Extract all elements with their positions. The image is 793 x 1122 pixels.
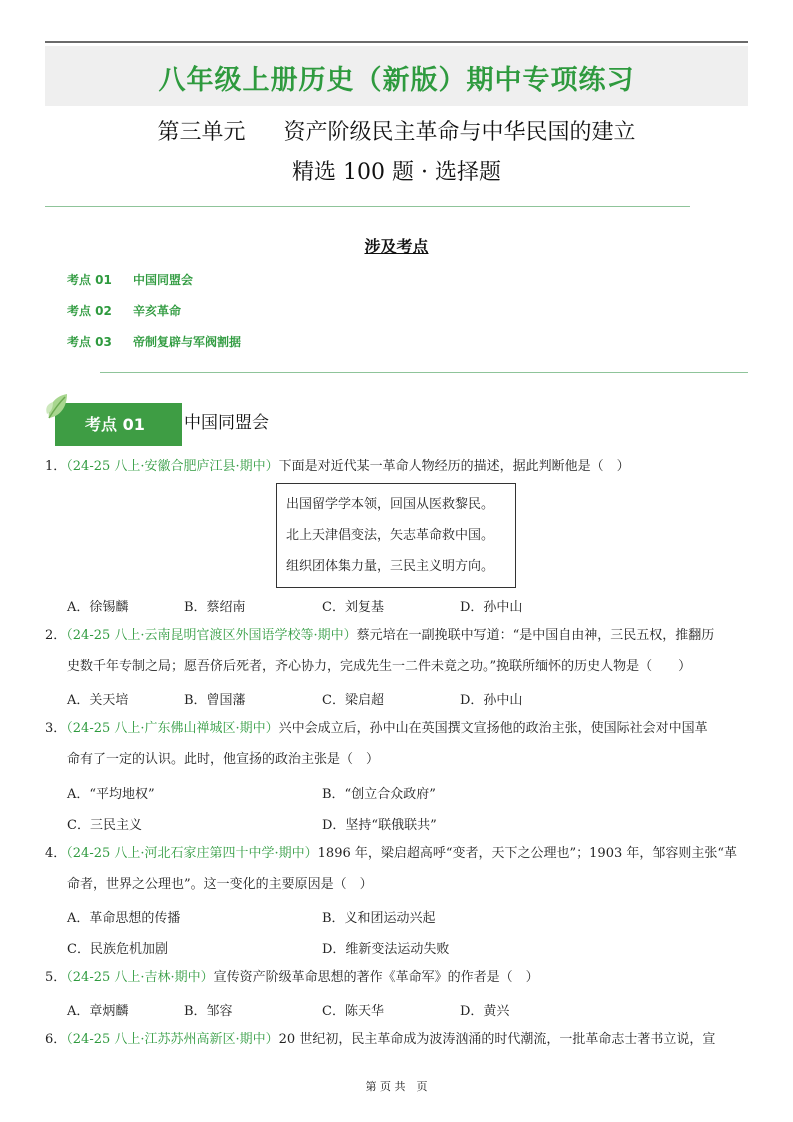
question-source: （24-25 八上·云南昆明官渡区外国语学校等·期中） bbox=[66, 628, 357, 643]
option[interactable]: B．邹容 bbox=[184, 1004, 233, 1019]
option[interactable]: A．章炳麟 bbox=[67, 1004, 129, 1019]
option[interactable]: B．“创立合众政府” bbox=[322, 787, 436, 802]
unit-label: 第三单元 bbox=[157, 120, 246, 145]
option[interactable]: A．革命思想的传播 bbox=[67, 911, 181, 926]
option[interactable]: C．陈天华 bbox=[322, 1004, 384, 1019]
subtitle: 精选 100 题 · 选择题 bbox=[292, 160, 501, 185]
leaf-icon bbox=[45, 392, 71, 422]
kaodian-heading: 涉及考点 bbox=[364, 237, 429, 256]
kaodian-name: 帝制复辟与军阀割据 bbox=[133, 335, 242, 349]
kaodian-item[interactable] bbox=[67, 333, 241, 350]
question-number: 3． bbox=[45, 721, 67, 736]
question-stem: 下面是对近代某一革命人物经历的描述，据此判断他是（ ） bbox=[278, 459, 630, 474]
top-rule bbox=[45, 41, 748, 43]
option[interactable]: C．梁启超 bbox=[322, 693, 384, 708]
kaodian-item[interactable] bbox=[67, 271, 193, 288]
kaodian-name: 辛亥革命 bbox=[133, 304, 182, 318]
question-stem-cont: 命有了一定的认识。此时，他宣扬的政治主张是（ ） bbox=[67, 752, 380, 767]
kaodian-num: 考点 03 bbox=[67, 335, 112, 349]
question-number: 2． bbox=[45, 628, 67, 643]
question-source: （24-25 八上·安徽合肥庐江县·期中） bbox=[66, 459, 279, 474]
option[interactable]: D．孙中山 bbox=[460, 693, 523, 708]
question-1 bbox=[45, 451, 751, 482]
question-number: 6． bbox=[45, 1032, 67, 1047]
question-6 bbox=[45, 1024, 751, 1055]
page-footer: 第 页 共 页 bbox=[365, 1080, 428, 1093]
kaodian-num: 考点 02 bbox=[67, 304, 112, 318]
option[interactable]: B．蔡绍南 bbox=[184, 600, 246, 615]
question-4 bbox=[45, 838, 751, 900]
question-source: （24-25 八上·吉林·期中） bbox=[66, 970, 214, 985]
question-source: （24-25 八上·江苏苏州高新区·期中） bbox=[66, 1032, 279, 1047]
question-stem: 宣传资产阶级革命思想的著作《革命军》的作者是（ ） bbox=[213, 970, 539, 985]
section-tab: 考点 01 bbox=[55, 403, 182, 446]
question-number: 4． bbox=[45, 846, 67, 861]
question-number: 5． bbox=[45, 970, 67, 985]
question-2 bbox=[45, 620, 751, 682]
option[interactable]: D．维新变法运动失败 bbox=[322, 942, 450, 957]
kaodian-name: 中国同盟会 bbox=[133, 273, 194, 287]
section-title: 中国同盟会 bbox=[184, 413, 269, 433]
quote-line: 北上天津倡变法，矢志革命救中国。 bbox=[286, 528, 495, 543]
quote-line: 组织团体集力量，三民主义明方向。 bbox=[286, 559, 495, 574]
option[interactable]: B．曾国藩 bbox=[184, 693, 246, 708]
option[interactable]: B．义和团运动兴起 bbox=[322, 911, 436, 926]
option[interactable]: A．“平均地权” bbox=[67, 787, 155, 802]
divider bbox=[45, 206, 690, 207]
question-stem: 1896 年，梁启超高呼“变者，天下之公理也”；1903 年，邹容则主张“革 bbox=[317, 846, 738, 861]
option[interactable]: D．黄兴 bbox=[460, 1004, 510, 1019]
question-stem-cont: 史数千年专制之局；愿吾侪后死者，齐心协力，完成先生一二件未竟之功。”挽联所缅怀的历史人物是（ ） bbox=[67, 659, 692, 674]
question-5 bbox=[45, 962, 751, 993]
question-stem: 蔡元培在一副挽联中写道：“是中国自由神，三民五权，推翻历 bbox=[356, 628, 715, 643]
question-stem-cont: 命者，世界之公理也”。这一变化的主要原因是（ ） bbox=[67, 877, 373, 892]
kaodian-num: 考点 01 bbox=[67, 273, 112, 287]
option[interactable]: A．徐锡麟 bbox=[67, 600, 129, 615]
option[interactable]: D．坚持“联俄联共” bbox=[322, 818, 437, 833]
question-3 bbox=[45, 713, 751, 775]
kaodian-item[interactable] bbox=[67, 302, 181, 319]
quote-box bbox=[276, 483, 516, 588]
option[interactable]: C．民族危机加剧 bbox=[67, 942, 168, 957]
unit-title: 资产阶级民主革命与中华民国的建立 bbox=[283, 120, 636, 145]
quote-line: 出国留学学本领，回国从医救黎民。 bbox=[286, 497, 495, 512]
option[interactable]: C．三民主义 bbox=[67, 818, 142, 833]
question-stem: 兴中会成立后，孙中山在英国撰文宣扬他的政治主张，使国际社会对中国革 bbox=[278, 721, 708, 736]
question-source: （24-25 八上·河北石家庄第四十中学·期中） bbox=[66, 846, 318, 861]
unit-heading bbox=[45, 115, 748, 146]
question-source: （24-25 八上·广东佛山禅城区·期中） bbox=[66, 721, 279, 736]
question-number: 1． bbox=[45, 459, 67, 474]
page-title: 八年级上册历史（新版）期中专项练习 bbox=[158, 65, 635, 96]
divider bbox=[100, 372, 748, 373]
option[interactable]: C．刘复基 bbox=[322, 600, 384, 615]
option[interactable]: A．关天培 bbox=[67, 693, 129, 708]
question-stem: 20 世纪初，民主革命成为波涛汹涌的时代潮流，一批革命志士著书立说，宣 bbox=[278, 1032, 716, 1047]
option[interactable]: D．孙中山 bbox=[460, 600, 523, 615]
